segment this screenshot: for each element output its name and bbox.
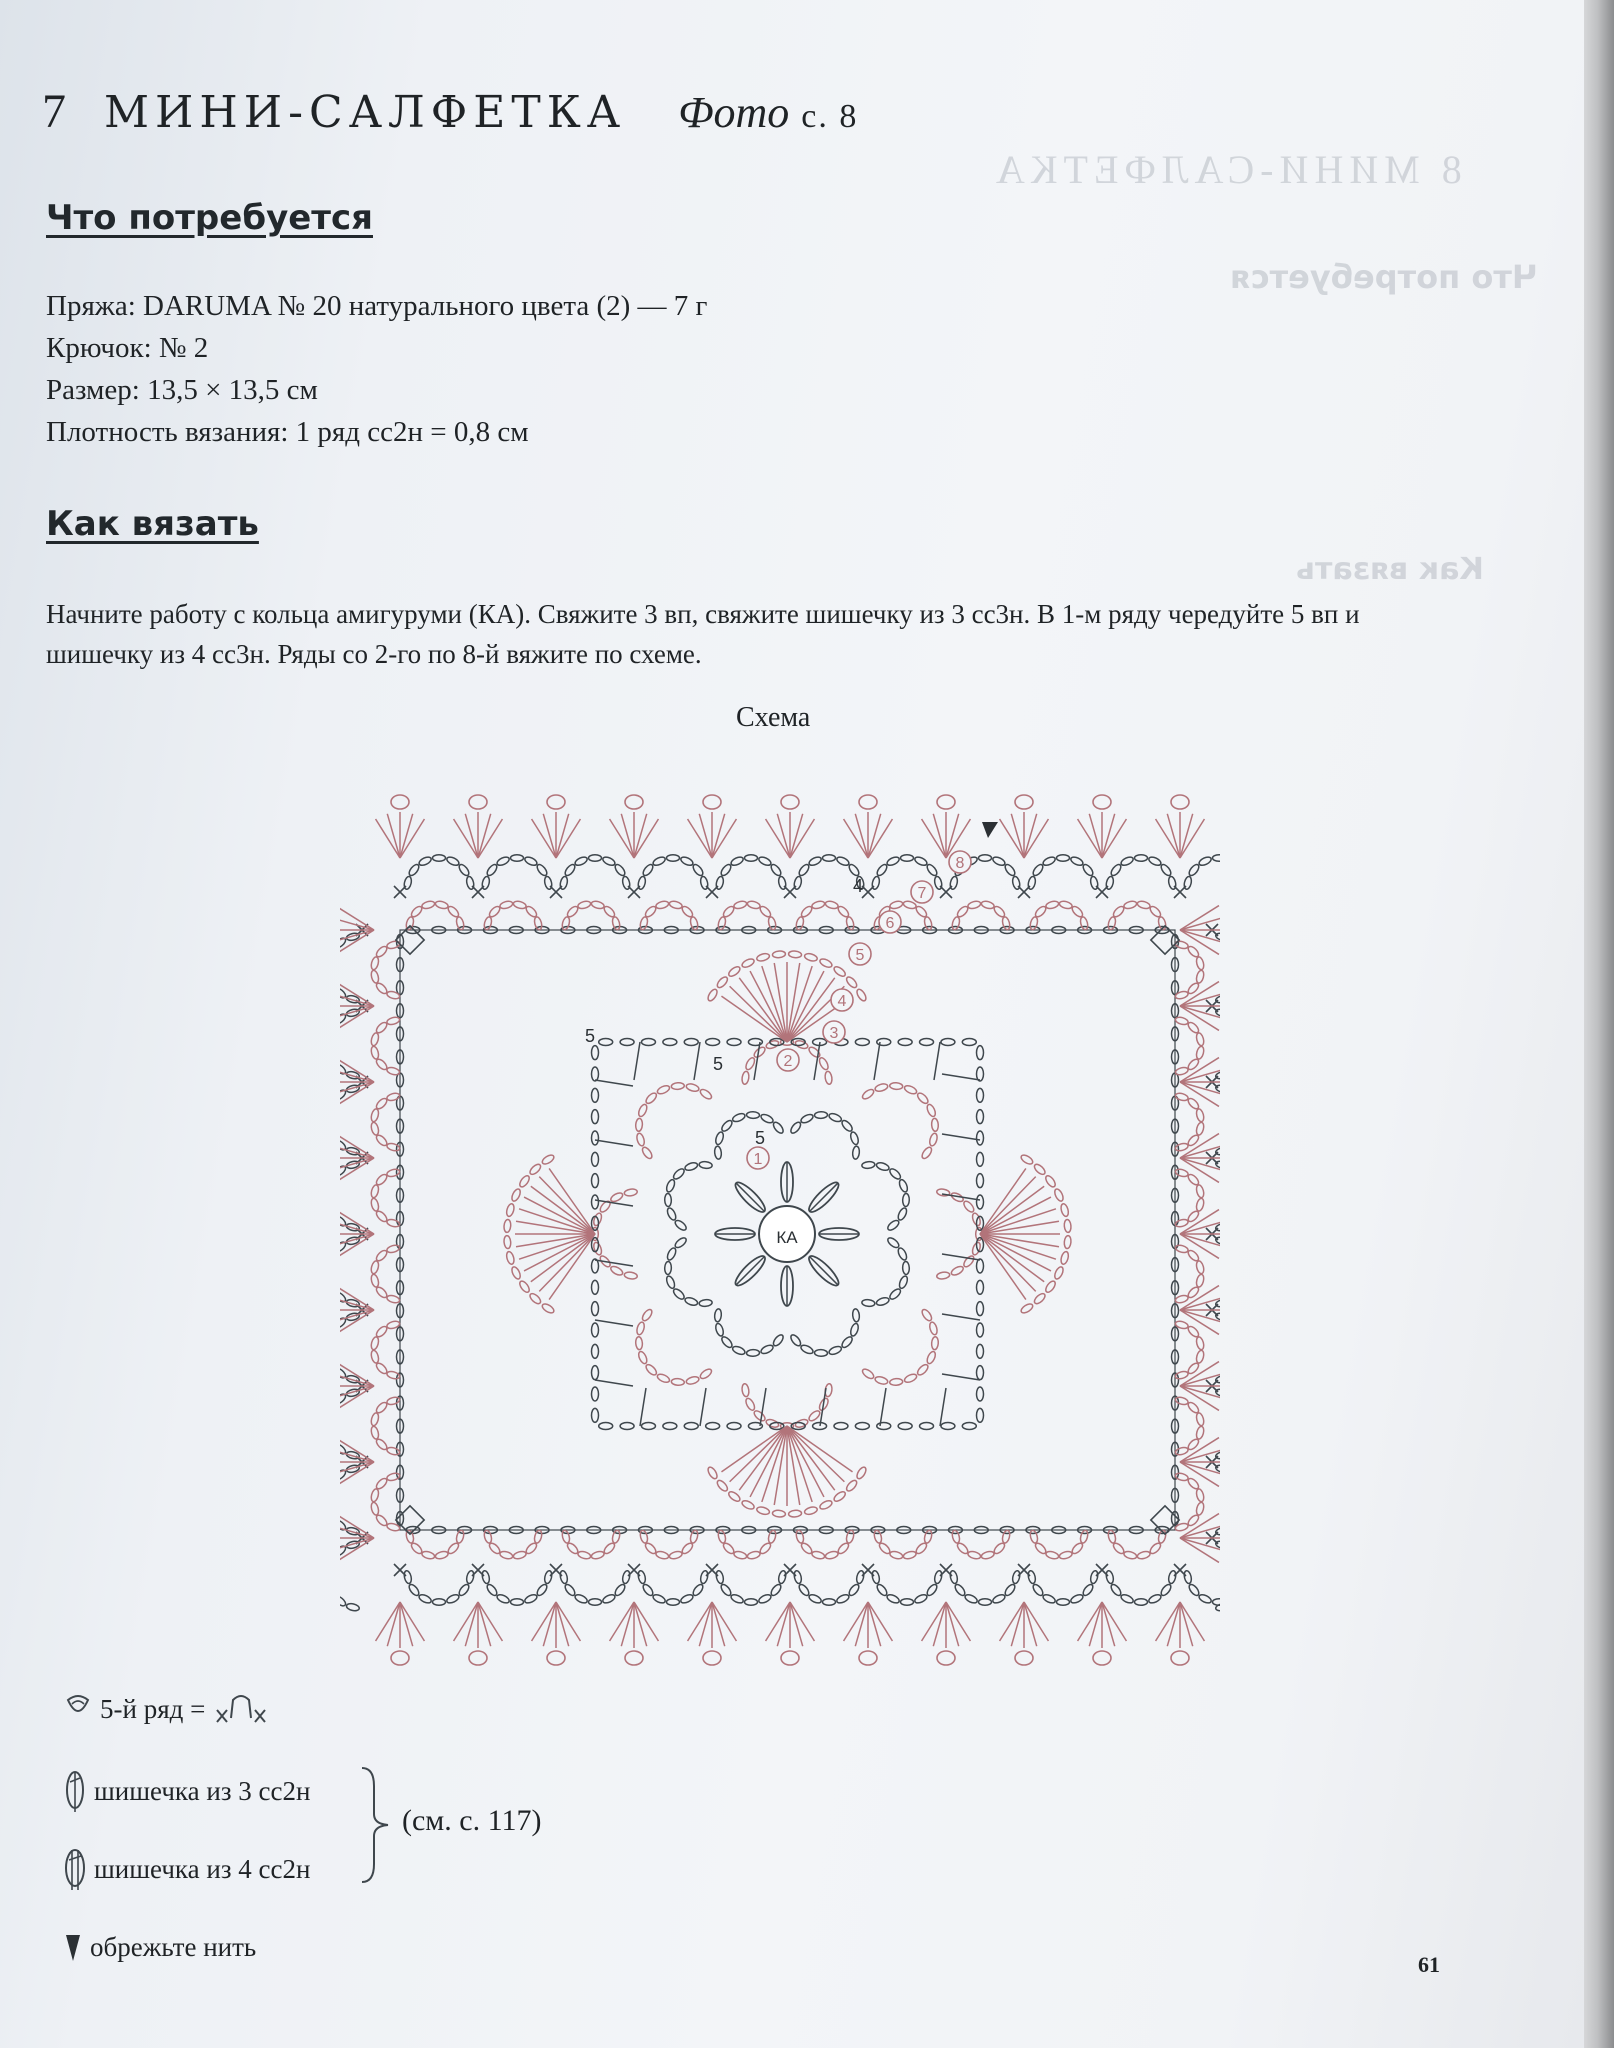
chain-label-top: 4 — [852, 876, 864, 896]
row-marker-2-label: 2 — [783, 1053, 793, 1070]
puff-4-icon — [64, 1846, 86, 1892]
legend-puff3 — [64, 1768, 310, 1814]
instructions-heading: Как вязать — [46, 504, 259, 544]
gauge-line: Плотность вязания: 1 ряд сс2н = 0,8 см — [46, 416, 529, 448]
hook-line: Крючок: № 2 — [46, 332, 209, 364]
row-marker-7-label: 7 — [917, 885, 927, 902]
row-marker-5-label: 5 — [855, 947, 865, 964]
puff-4-label: шишечка из 4 сс2н — [94, 1853, 311, 1884]
magic-ring-label: КА — [776, 1228, 798, 1247]
chain-label-left: 5 — [584, 1026, 596, 1046]
photo-script-label: Фото — [678, 88, 790, 137]
cut-thread-icon — [64, 1933, 82, 1963]
page-title — [42, 84, 858, 139]
row-marker-3-label: 3 — [829, 1025, 839, 1042]
diagram-caption: Схема — [736, 702, 811, 733]
row-marker-1-label: 1 — [753, 1151, 763, 1168]
legend-puff4 — [64, 1846, 310, 1892]
row5-label: 5-й ряд = — [100, 1693, 206, 1724]
ghost-title: 8 МИНИ-САЛФЕТКА — [990, 147, 1462, 192]
legend-cut — [64, 1932, 256, 1963]
puff-3-label: шишечка из 3 сс2н — [94, 1775, 311, 1806]
ghost-heading-instructions: Как вязать — [1296, 552, 1484, 587]
pattern-number: 7 — [42, 85, 66, 138]
chain-label-inner: 5 — [712, 1054, 724, 1074]
row-marker-4-label: 4 — [837, 993, 847, 1010]
row-marker-8-label: 8 — [955, 855, 965, 872]
crochet-diagram — [340, 780, 1220, 1680]
legend-row5 — [64, 1692, 277, 1726]
cut-thread-marker — [982, 822, 998, 838]
row5-formula-icon — [213, 1692, 269, 1726]
requirements-heading: Что потребуется — [46, 198, 373, 238]
row-marker-6-label: 6 — [885, 915, 895, 932]
row5-stitch-icon — [64, 1694, 92, 1724]
legend-page-reference: (см. с. 117) — [402, 1804, 542, 1837]
yarn-line: Пряжа: DARUMA № 20 натурального цвета (2) — 7 г — [46, 290, 708, 322]
photo-page-ref: с. 8 — [801, 98, 859, 135]
size-line: Размер: 13,5 × 13,5 см — [46, 374, 318, 406]
ghost-heading-requirements: Что потребуется — [1230, 258, 1538, 296]
page-number: 61 — [1418, 1952, 1440, 1977]
book-page-edge — [1584, 0, 1614, 2048]
chain-label-center: 5 — [754, 1128, 766, 1148]
cut-thread-label: обрежьте нить — [90, 1932, 257, 1962]
instructions-text: Начните работу с кольца амигуруми (КА). Свяжите 3 вп, свяжите шишечку из 3 сс3н. В 1-м ряду чередуйте 5 вп и шишечку из 4 сс3н. Ряды со 2-го по 8-й вяжите по схеме. — [46, 599, 1360, 669]
legend-brace — [360, 1766, 392, 1884]
pattern-title: МИНИ-САЛФЕТКА — [104, 87, 627, 138]
puff-3-icon — [64, 1768, 86, 1814]
